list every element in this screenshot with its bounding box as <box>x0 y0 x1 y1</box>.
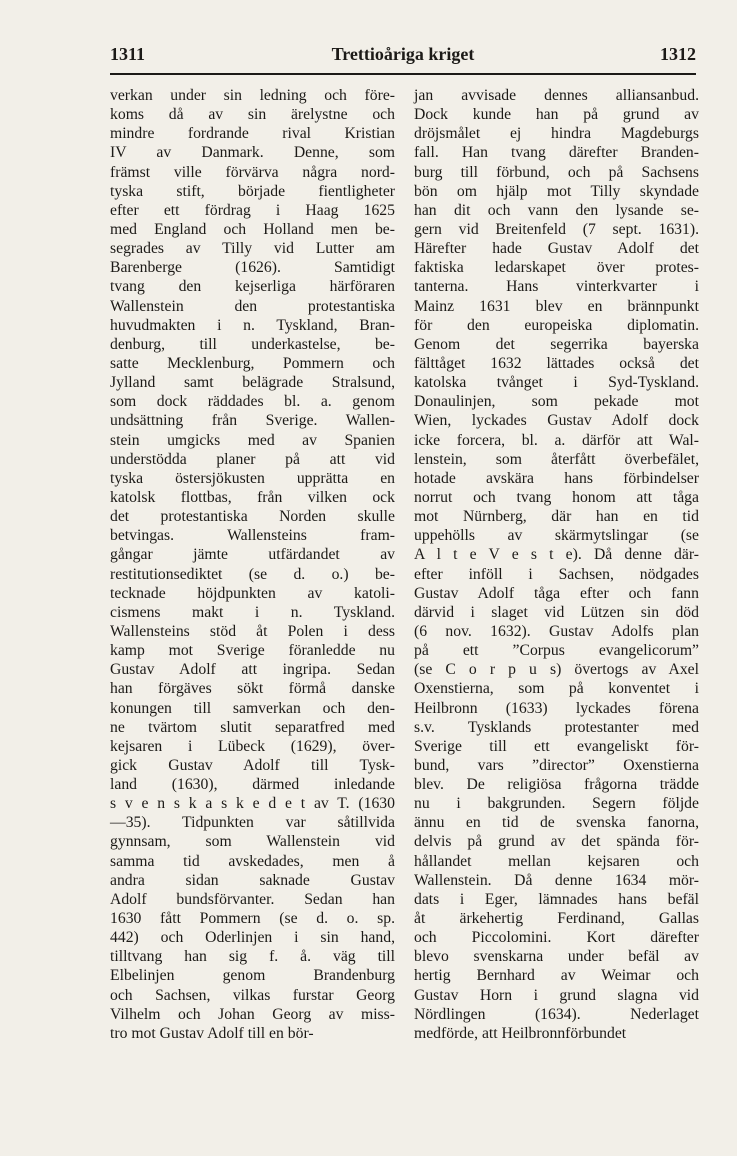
page-number-left: 1311 <box>110 44 146 64</box>
text-line: (se C o r p u s) övertogs av Axel <box>414 661 699 679</box>
text-line: Wallensteins stöd åt Polen i dess <box>110 622 395 640</box>
text-line: ne tvärtom slutit separatfred med <box>110 718 395 736</box>
text-line: Mainz 1631 blev en brännpunkt <box>414 297 699 315</box>
text-line: medförde, att Heilbronnförbundet <box>414 1024 627 1042</box>
text-line: tecknade höjdpunkten av katoli- <box>110 584 395 602</box>
text-line: efter ett fördrag i Haag 1625 <box>110 201 395 219</box>
right-column <box>414 86 699 1043</box>
text-line: jan avvisade dennes alliansanbud. <box>414 87 699 104</box>
text-line: konungen till samverkan och den- <box>110 699 395 717</box>
text-line: restitutionsediktet (se d. o.) be- <box>110 565 395 583</box>
text-line: verkan under sin ledning och före- <box>110 87 395 104</box>
text-line: med England och Holland men be- <box>110 220 395 238</box>
text-line: för den europeiska diplomatin. <box>414 316 699 334</box>
text-line: och Piccolomini. Kort därefter <box>414 929 699 947</box>
text-line: katolska tvånget i Syd-Tyskland. <box>414 374 699 392</box>
text-line: tro mot Gustav Adolf till en bör- <box>110 1024 314 1042</box>
text-line: undsättning från Sverige. Wallen- <box>110 412 395 430</box>
text-line: Dock kunde han på grund av <box>414 106 699 124</box>
text-line: andra sidan saknade Gustav <box>110 871 395 889</box>
text-line: ännu en tid de svenska fanorna, <box>414 814 699 832</box>
text-line: land (1630), därmed inledande <box>110 776 395 794</box>
text-line: 442) och Oderlinjen i sin hand, <box>110 929 395 947</box>
text-line: mindre fordrande rival Kristian <box>110 125 395 143</box>
left-column <box>110 86 395 1043</box>
text-line: Sverige till ett evangeliskt för- <box>414 737 699 755</box>
text-line: huvudmakten i n. Tyskland, Bran- <box>110 316 395 334</box>
text-line: Genom det segerrika bayerska <box>414 335 699 353</box>
text-line: kamp mot Sverige föranledde nu <box>110 642 395 660</box>
text-line: Wien, lyckades Gustav Adolf dock <box>414 412 699 430</box>
text-line: norrut och tvang honom att tåga <box>414 488 699 506</box>
text-line: A l t e V e s t e). Då denne där- <box>414 546 699 564</box>
text-line: dats i Eger, lämnades hans befäl <box>414 890 699 908</box>
text-line: betvingas. Wallensteins fram- <box>110 527 395 545</box>
text-line: hertig Bernhard av Weimar och <box>414 967 699 985</box>
text-line: icke forcera, bl. a. därför att Wal- <box>414 431 699 449</box>
text-line: tyska östersjökusten upprätta en <box>110 469 395 487</box>
text-line: tanterna. Hans vinterkvarter i <box>414 278 699 296</box>
text-line: det protestantiska Norden skulle <box>110 508 395 526</box>
text-line: stein umgicks med av Spanien <box>110 431 395 449</box>
text-line: Wallenstein. Då denne 1634 mör- <box>414 871 699 889</box>
text-line: fälttåget 1632 lättades också det <box>414 354 699 372</box>
header-rule <box>110 73 696 75</box>
text-line: Wallenstein den protestantiska <box>110 297 395 315</box>
text-line: kejsaren i Lübeck (1629), över- <box>110 737 395 755</box>
text-line: som dock räddades bl. a. genom <box>110 393 395 411</box>
text-line: uppehölls av skärmytslingar (se <box>414 527 699 545</box>
text-line: koms då av sin ärelystne och <box>110 106 395 124</box>
running-title: Trettioåriga kriget <box>331 44 475 64</box>
page-header <box>110 44 696 70</box>
text-line: bund, vars ”director” Oxenstierna <box>414 756 699 774</box>
text-line: och Sachsen, vilkas furstar Georg <box>110 986 395 1004</box>
text-line: lenstein, som återfått överbefälet, <box>414 450 699 468</box>
text-line: gångar jämte utfärdandet av <box>110 546 395 564</box>
text-line: samma tid avskedades, men å <box>110 852 395 870</box>
text-line: Gustav Horn i grund slagna vid <box>414 986 699 1004</box>
text-line: Jylland samt belägrade Stralsund, <box>110 374 395 392</box>
page-number-right: 1312 <box>660 44 696 64</box>
text-line: s.v. Tysklands protestanter med <box>414 718 699 736</box>
text-line: dröjsmålet ej hindra Magdeburgs <box>414 125 699 143</box>
text-line: katolsk flottbas, från vilken ock <box>110 488 395 506</box>
text-line: faktiska ledarskapet över protes- <box>414 259 699 277</box>
text-line: främst ville förvärva några nord- <box>110 163 395 181</box>
text-line: Oxenstierna, som på konventet i <box>414 680 699 698</box>
text-line: IV av Danmark. Denne, som <box>110 144 395 162</box>
text-line: Vilhelm och Johan Georg av miss- <box>110 1005 395 1023</box>
text-line: åt ärkehertig Ferdinand, Gallas <box>414 910 699 928</box>
text-line: denburg, till underkastelse, be- <box>110 335 395 353</box>
text-line: tvang den kejserliga härföraren <box>110 278 395 296</box>
text-line: Gustav Adolf att ingripa. Sedan <box>110 661 395 679</box>
text-line: gern vid Breitenfeld (7 sept. 1631). <box>414 220 699 238</box>
text-line: Heilbronn (1633) lyckades förena <box>414 699 699 717</box>
text-line: cismens makt i n. Tyskland. <box>110 603 395 621</box>
text-line: delvis på grund av det spända för- <box>414 833 699 851</box>
text-line: hotade avskära hans förbindelser <box>414 469 699 487</box>
text-line: Donaulinjen, som pekade mot <box>414 393 699 411</box>
text-line: Nördlingen (1634). Nederlaget <box>414 1005 699 1023</box>
text-line: bön om hjälp mot Tilly skyndade <box>414 182 699 200</box>
text-line: blevo svenskarna under befäl av <box>414 948 699 966</box>
text-line: —35). Tidpunkten var såtillvida <box>110 814 395 832</box>
text-line: 1630 fått Pommern (se d. o. sp. <box>110 910 395 928</box>
text-line: därvid i slaget vid Lützen sin död <box>414 603 699 621</box>
text-line: han dit och vann den lysande se- <box>414 201 699 219</box>
text-line: gick Gustav Adolf till Tysk- <box>110 756 395 774</box>
text-line: gynnsam, som Wallenstein vid <box>110 833 395 851</box>
text-line: hållandet mellan kejsaren och <box>414 852 699 870</box>
text-line: segrades av Tilly vid Lutter am <box>110 240 395 258</box>
text-line: s v e n s k a s k e d e t av T. (1630 <box>110 795 395 813</box>
text-line: (6 nov. 1632). Gustav Adolfs plan <box>414 622 699 640</box>
text-line: tyska stift, började fientligheter <box>110 182 395 200</box>
text-line: fall. Han tvang därefter Branden- <box>414 144 699 162</box>
text-line: nu i bakgrunden. Segern följde <box>414 795 699 813</box>
text-line: satte Mecklenburg, Pommern och <box>110 354 395 372</box>
text-line: Elbelinjen genom Brandenburg <box>110 967 395 985</box>
text-line: blev. De religiösa frågorna trädde <box>414 776 699 794</box>
text-line: han förgäves sökt förmå danske <box>110 680 395 698</box>
text-line: Härefter hade Gustav Adolf det <box>414 240 699 258</box>
text-line: tilltvang han sig f. å. väg till <box>110 948 395 966</box>
text-line: understödda planer på att vid <box>110 450 395 468</box>
text-line: efter inföll i Sachsen, nödgades <box>414 565 699 583</box>
text-line: Gustav Adolf tåga efter och fann <box>414 584 699 602</box>
text-line: Adolf bundsförvanter. Sedan han <box>110 890 395 908</box>
text-line: Barenberge (1626). Samtidigt <box>110 259 395 277</box>
text-line: mot Nürnberg, där han en tid <box>414 508 699 526</box>
text-line: burg till förbund, och på Sachsens <box>414 163 699 181</box>
text-line: på ett ”Corpus evangelicorum” <box>414 642 699 660</box>
